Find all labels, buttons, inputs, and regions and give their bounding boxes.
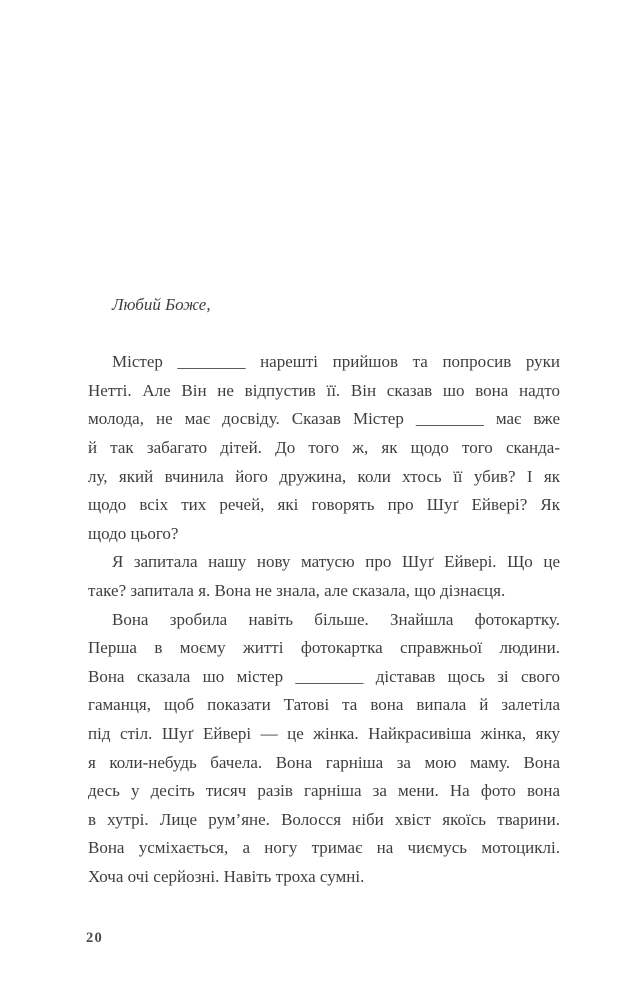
page-number: 20 [86, 930, 103, 946]
text-line: таке? запитала я. Вона не знала, але сказала, що дізнаєця. [88, 580, 506, 600]
text-line: Перша в моєму житті фотокартка справжньої людини. [88, 638, 560, 658]
letter-salutation: Любий Боже, [112, 295, 211, 314]
text-line: в хутрі. Лице рум’яне. Волосся ніби хвіст якоїсь тварини. [88, 809, 560, 829]
text-line: гаманця, щоб показати Татові та вона випала й залетіла [88, 695, 560, 715]
book-page-text [88, 291, 560, 891]
text-line: щодо всіх тих речей, які говорять про Шуґ Ейвері? Як [88, 495, 560, 515]
text-line: щодо цього? [88, 523, 179, 543]
text-line: й так забагато дітей. До того ж, як щодо того сканда- [88, 437, 560, 457]
text-line: я коли-небудь бачела. Вона гарніша за мою маму. Вона [88, 752, 560, 772]
text-line: десь у десіть тисяч разів гарніша за мени. На фото вона [88, 781, 560, 801]
text-line: Я запитала нашу нову матусю про Шуґ Ейвері. Що це [112, 552, 560, 572]
text-line: Вона зробила навіть більше. Знайшла фотокартку. [112, 609, 560, 629]
text-line: молода, не має досвіду. Сказав Містер ________ має вже [88, 409, 560, 429]
text-line: Містер ________ нарешті прийшов та попросив руки [112, 352, 560, 372]
text-line: Нетті. Але Він не відпустив її. Він сказав шо вона надто [88, 380, 560, 400]
letter-body [88, 348, 560, 891]
text-line: Хоча очі серйозні. Навіть троха сумні. [88, 866, 365, 886]
text-line: під стіл. Шуґ Ейвері — це жінка. Найкрасивіша жінка, яку [88, 723, 560, 743]
text-line: лу, який вчинила його дружина, коли хтось її убив? І як [88, 466, 560, 486]
text-line: Вона усміхається, а ногу тримає на чиємусь мотоциклі. [88, 838, 560, 858]
text-line: Вона сказала шо містер ________ діставав щось зі свого [88, 666, 560, 686]
